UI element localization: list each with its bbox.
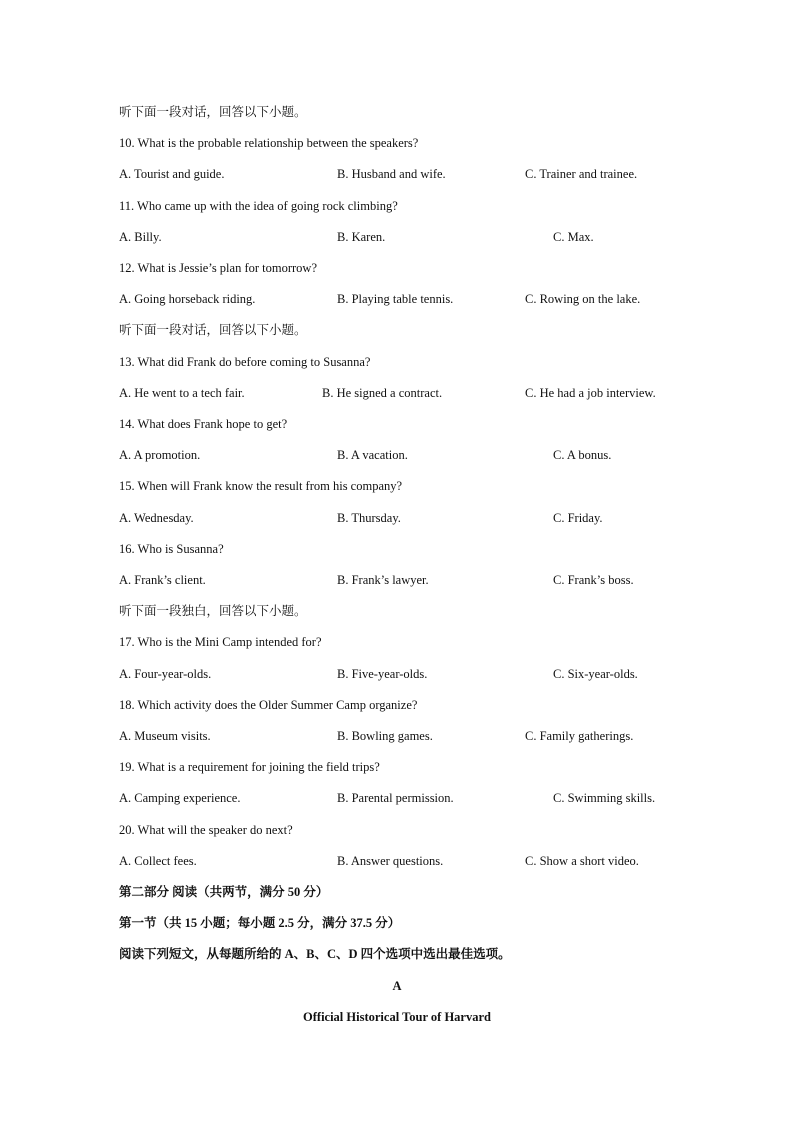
option-c: C. He had a job interview. (525, 385, 656, 400)
question-row (0, 539, 794, 559)
question-text: 12. What is Jessie’s plan for tomorrow? (119, 261, 317, 275)
option-a: A. Going horseback riding. (119, 292, 256, 307)
question-row (0, 820, 794, 840)
question-text: 10. What is the probable relationship between the speakers? (119, 136, 419, 151)
option-a: A. Collect fees. (119, 853, 197, 868)
section-heading: 阅读下列短文，从每题所给的 A、B、C、D 四个选项中选出最佳选项。 (119, 947, 511, 962)
question-text: 20. What will the speaker do next? (119, 822, 293, 837)
option-c: C. A bonus. (553, 448, 612, 463)
option-b: B. Five-year-olds. (337, 666, 428, 681)
question-text: 11. Who came up with the idea of going rock climbing? (119, 198, 398, 213)
option-b: B. Husband and wife. (337, 167, 446, 182)
text-row (0, 882, 794, 902)
option-a: A. Tourist and guide. (119, 167, 225, 182)
question-row (0, 476, 794, 496)
option-row (0, 508, 794, 528)
option-a: A. Wednesday. (119, 510, 194, 525)
option-row (0, 383, 794, 403)
option-row (0, 289, 794, 309)
option-row (0, 788, 794, 808)
question-text: 17. Who is the Mini Camp intended for? (119, 635, 322, 650)
section-heading: 第二部分 阅读（共两节，满分 50 分） (119, 885, 329, 899)
option-a: A. A promotion. (119, 448, 201, 463)
option-c: C. Frank’s boss. (553, 573, 634, 587)
question-text: 15. When will Frank know the result from his company? (119, 479, 403, 494)
option-c: C. Rowing on the lake. (525, 292, 641, 307)
option-c: C. Swimming skills. (553, 791, 656, 806)
option-a: A. Museum visits. (119, 729, 211, 743)
option-c: C. Six-year-olds. (553, 666, 638, 681)
option-row (0, 227, 794, 247)
option-a: A. Four-year-olds. (119, 666, 212, 681)
instruction-heading: 听下面一段独白，回答以下小题。 (119, 604, 307, 619)
option-b: B. Thursday. (337, 510, 401, 525)
text-row (0, 102, 794, 122)
option-row (0, 164, 794, 184)
question-row (0, 133, 794, 153)
question-text: 18. Which activity does the Older Summer Camp organize? (119, 697, 418, 712)
option-c: C. Max. (553, 229, 594, 244)
text-row (0, 944, 794, 964)
question-row (0, 695, 794, 715)
text-row (0, 601, 794, 621)
passage-title: Official Historical Tour of Harvard (303, 1009, 491, 1024)
option-b: B. Playing table tennis. (337, 292, 454, 307)
option-b: B. He signed a contract. (322, 385, 443, 400)
question-row (0, 258, 794, 278)
question-row (0, 196, 794, 216)
option-a: A. Billy. (119, 229, 162, 244)
question-text: 19. What is a requirement for joining the field trips? (119, 760, 380, 775)
option-b: B. Frank’s lawyer. (337, 573, 429, 587)
question-text: 16. Who is Susanna? (119, 541, 224, 556)
option-b: B. Karen. (337, 229, 386, 244)
question-row (0, 632, 794, 652)
instruction-heading: 听下面一段对话，回答以下小题。 (119, 323, 307, 338)
option-c: C. Show a short video. (525, 853, 639, 868)
section-heading: 第一节（共 15 小题；每小题 2.5 分，满分 37.5 分） (119, 916, 401, 931)
option-row (0, 664, 794, 684)
option-a: A. Frank’s client. (119, 573, 206, 587)
option-a: A. He went to a tech fair. (119, 385, 245, 400)
instruction-heading: 听下面一段对话，回答以下小题。 (119, 105, 307, 119)
option-a: A. Camping experience. (119, 791, 241, 806)
option-row (0, 570, 794, 590)
option-row (0, 445, 794, 465)
question-row (0, 757, 794, 777)
option-c: C. Friday. (553, 510, 603, 525)
text-row (0, 1007, 794, 1027)
text-row (0, 976, 794, 996)
option-b: B. Bowling games. (337, 729, 433, 743)
option-c: C. Family gatherings. (525, 729, 634, 743)
text-row (0, 913, 794, 933)
option-b: B. Answer questions. (337, 853, 444, 868)
option-b: B. Parental permission. (337, 791, 454, 806)
option-b: B. A vacation. (337, 448, 408, 463)
question-text: 14. What does Frank hope to get? (119, 417, 288, 431)
passage-letter: A (392, 978, 402, 993)
option-row (0, 851, 794, 871)
question-text: 13. What did Frank do before coming to Susanna? (119, 354, 371, 369)
option-c: C. Trainer and trainee. (525, 167, 638, 182)
question-row (0, 414, 794, 434)
option-row (0, 726, 794, 746)
question-row (0, 352, 794, 372)
text-row (0, 320, 794, 340)
